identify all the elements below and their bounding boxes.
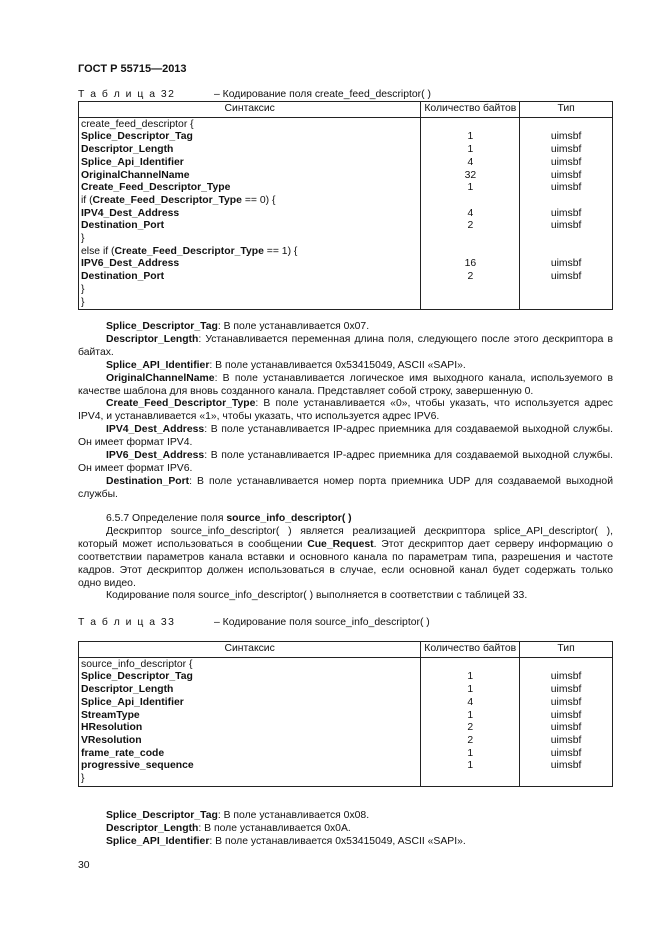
bytes-cell <box>421 773 520 786</box>
type-cell: uimsbf <box>520 748 613 761</box>
table-32-descriptions <box>78 321 613 502</box>
syntax-cell: } <box>79 297 421 310</box>
syntax-cell: IPV6_Dest_Address <box>79 258 421 271</box>
syntax-cell: IPV4_Dest_Address <box>79 208 421 221</box>
field-text: : В поле устанавливается 0x0A. <box>198 822 351 834</box>
table-row <box>79 773 613 786</box>
syntax-cell: Descriptor_Length <box>79 144 421 157</box>
bytes-cell <box>421 233 520 246</box>
syntax-cell: if (Create_Feed_Descriptor_Type == 0) { <box>79 195 421 208</box>
table-row <box>79 195 613 208</box>
table-row <box>79 208 613 221</box>
field-description <box>78 398 613 424</box>
syntax-cell: } <box>79 284 421 297</box>
table-row <box>79 710 613 723</box>
field-term: Splice_API_Identifier <box>106 359 210 371</box>
table-32-label: Т а б л и ц а 32 <box>78 89 176 100</box>
table-row <box>79 684 613 697</box>
table-33-header <box>79 642 613 658</box>
bytes-cell: 4 <box>421 208 520 221</box>
column-header-syntax: Синтаксис <box>79 642 421 658</box>
type-cell: uimsbf <box>520 157 613 170</box>
syntax-cell: Destination_Port <box>79 220 421 233</box>
bytes-cell: 1 <box>421 671 520 684</box>
syntax-cell: progressive_sequence <box>79 760 421 773</box>
field-description <box>78 334 613 360</box>
syntax-cell: Destination_Port <box>79 271 421 284</box>
column-header-bytes: Количество байтов <box>421 642 520 658</box>
bytes-cell: 16 <box>421 258 520 271</box>
field-description <box>78 360 613 373</box>
bytes-cell: 2 <box>421 722 520 735</box>
syntax-cell: Descriptor_Length <box>79 684 421 697</box>
type-cell: uimsbf <box>520 710 613 723</box>
field-text: : В поле устанавливается 0x07. <box>217 321 370 332</box>
syntax-cell: StreamType <box>79 710 421 723</box>
table-33-label: Т а б л и ц а 33 <box>78 617 176 628</box>
table-row <box>79 182 613 195</box>
bytes-cell: 1 <box>421 710 520 723</box>
type-cell <box>520 233 613 246</box>
bytes-cell: 1 <box>421 144 520 157</box>
type-cell: uimsbf <box>520 735 613 748</box>
field-description <box>78 424 613 450</box>
type-cell: uimsbf <box>520 684 613 697</box>
bytes-cell: 1 <box>421 131 520 144</box>
bytes-cell: 2 <box>421 220 520 233</box>
table-row <box>79 671 613 684</box>
field-text: : В поле устанавливается 0x53415049, ASCII «SAPI». <box>209 835 466 847</box>
table-row <box>79 246 613 259</box>
syntax-cell: VResolution <box>79 735 421 748</box>
table-row <box>79 233 613 246</box>
bytes-cell: 2 <box>421 735 520 748</box>
bytes-cell: 4 <box>421 157 520 170</box>
field-term: Descriptor_Length <box>106 822 199 834</box>
bytes-cell: 1 <box>421 748 520 761</box>
syntax-cell: create_feed_descriptor { <box>79 117 421 131</box>
field-term: Destination_Port <box>106 475 190 487</box>
syntax-cell: HResolution <box>79 722 421 735</box>
type-cell: uimsbf <box>520 208 613 221</box>
bytes-cell: 2 <box>421 271 520 284</box>
field-text: : Устанавливается переменная длина поля, следующего после этого дескриптора в байтах. <box>78 333 613 358</box>
type-cell <box>520 657 613 671</box>
syntax-cell: } <box>79 773 421 786</box>
type-cell: uimsbf <box>520 182 613 195</box>
field-description <box>78 321 613 334</box>
type-cell: uimsbf <box>520 258 613 271</box>
type-cell <box>520 297 613 310</box>
type-cell: uimsbf <box>520 671 613 684</box>
field-text: : В поле устанавливается номер порта приемника UDP для создаваемой выходной службы. <box>78 475 613 500</box>
table-33-descriptions <box>78 810 613 849</box>
field-text: : В поле устанавливается 0x08. <box>217 810 370 821</box>
table-row <box>79 144 613 157</box>
column-header-type: Тип <box>520 642 613 658</box>
section-paragraph-2: Кодирование поля source_info_descriptor( ) выполняется в соответствии с таблицей 33. <box>106 590 528 602</box>
table-row <box>79 722 613 735</box>
syntax-cell: else if (Create_Feed_Descriptor_Type == 1) { <box>79 246 421 259</box>
table-32-title: – Кодирование поля create_feed_descriptor( ) <box>214 89 431 100</box>
type-cell: uimsbf <box>520 144 613 157</box>
field-description <box>78 810 613 823</box>
type-cell: uimsbf <box>520 722 613 735</box>
field-description <box>78 836 613 849</box>
field-term: Descriptor_Length <box>106 333 199 345</box>
field-description <box>78 450 613 476</box>
syntax-cell: OriginalChannelName <box>79 170 421 183</box>
syntax-cell: } <box>79 233 421 246</box>
type-cell <box>520 195 613 208</box>
field-term: Create_Feed_Descriptor_Type <box>106 398 256 410</box>
bytes-cell <box>421 117 520 131</box>
type-cell <box>520 284 613 297</box>
bytes-cell <box>421 284 520 297</box>
type-cell: uimsbf <box>520 760 613 773</box>
field-term: IPV6_Dest_Address <box>106 450 205 462</box>
field-text: : В поле устанавливается 0x53415049, ASCII «SAPI». <box>209 359 466 371</box>
field-term: Splice_Descriptor_Tag <box>106 321 218 332</box>
syntax-cell: Splice_Descriptor_Tag <box>79 671 421 684</box>
section-6-5-7 <box>78 513 613 603</box>
field-term: IPV4_Dest_Address <box>106 424 205 436</box>
bytes-cell <box>421 657 520 671</box>
type-cell: uimsbf <box>520 697 613 710</box>
syntax-cell: Splice_Api_Identifier <box>79 157 421 170</box>
field-text: : В поле устанавливается логическое имя выходного канала, используемого в качестве шаблона для вновь созданного канала. Представляет собой строку, завершенную 0. <box>78 372 613 397</box>
field-description <box>78 823 613 836</box>
table-33-caption <box>78 617 430 628</box>
section-paragraph-1: Дескриптор source_info_descriptor( ) является реализацией дескриптора splice_API_descriptor( ), который может использоваться в сообщении Cue_Request. Этот дескриптор дает серверу информацию о соответствии параметров канала вставки и основного канала по параметрам типа, разрешения и частоте кадров. Этот дескриптор должен использоваться в случае, если основной канал будет содержать только одно видео. <box>78 525 613 589</box>
syntax-cell: frame_rate_code <box>79 748 421 761</box>
field-term: Splice_API_Identifier <box>106 835 210 847</box>
table-row <box>79 220 613 233</box>
field-description <box>78 476 613 502</box>
table-row <box>79 748 613 761</box>
table-row <box>79 735 613 748</box>
table-33-title: – Кодирование поля source_info_descriptor( ) <box>214 617 430 628</box>
type-cell <box>520 117 613 131</box>
table-row <box>79 760 613 773</box>
bytes-cell: 1 <box>421 182 520 195</box>
bytes-cell: 1 <box>421 684 520 697</box>
field-term: Splice_Descriptor_Tag <box>106 810 218 821</box>
table-32 <box>78 101 613 310</box>
table-row <box>79 131 613 144</box>
field-text: : В поле устанавливается IP-адрес приемника для создаваемой выходной службы. Он имеет формат IPV4. <box>78 424 613 449</box>
bytes-cell: 4 <box>421 697 520 710</box>
bytes-cell <box>421 297 520 310</box>
type-cell: uimsbf <box>520 271 613 284</box>
syntax-cell: Create_Feed_Descriptor_Type <box>79 182 421 195</box>
table-row <box>79 157 613 170</box>
table-row <box>79 258 613 271</box>
type-cell: uimsbf <box>520 131 613 144</box>
syntax-cell: Splice_Descriptor_Tag <box>79 131 421 144</box>
table-row <box>79 657 613 671</box>
page-number: 30 <box>78 860 90 871</box>
table-33 <box>78 641 613 787</box>
field-description <box>78 373 613 399</box>
table-row <box>79 117 613 131</box>
standard-header: ГОСТ Р 55715—2013 <box>78 63 187 75</box>
column-header-bytes: Количество байтов <box>421 102 520 118</box>
bytes-cell <box>421 195 520 208</box>
column-header-syntax: Синтаксис <box>79 102 421 118</box>
table-row <box>79 284 613 297</box>
type-cell: uimsbf <box>520 220 613 233</box>
field-term: OriginalChannelName <box>106 372 215 384</box>
bytes-cell: 32 <box>421 170 520 183</box>
table-row <box>79 170 613 183</box>
type-cell: uimsbf <box>520 170 613 183</box>
table-row <box>79 271 613 284</box>
type-cell <box>520 246 613 259</box>
table-row <box>79 297 613 310</box>
table-32-header <box>79 102 613 118</box>
syntax-cell: Splice_Api_Identifier <box>79 697 421 710</box>
column-header-type: Тип <box>520 102 613 118</box>
table-row <box>79 697 613 710</box>
section-heading: 6.5.7 Определение поля source_info_descriptor( ) <box>106 513 352 524</box>
field-text: : В поле устанавливается IP-адрес приемника для создаваемой выходной службы. Он имеет формат IPV6. <box>78 450 613 474</box>
bytes-cell: 1 <box>421 760 520 773</box>
table-32-caption <box>78 89 431 100</box>
syntax-cell: source_info_descriptor { <box>79 657 421 671</box>
field-text: : В поле устанавливается «0», чтобы указать, что используется адрес IPV4, и устанавливается «1», чтобы указать, что используется адрес IPV6. <box>78 398 613 423</box>
type-cell <box>520 773 613 786</box>
bytes-cell <box>421 246 520 259</box>
